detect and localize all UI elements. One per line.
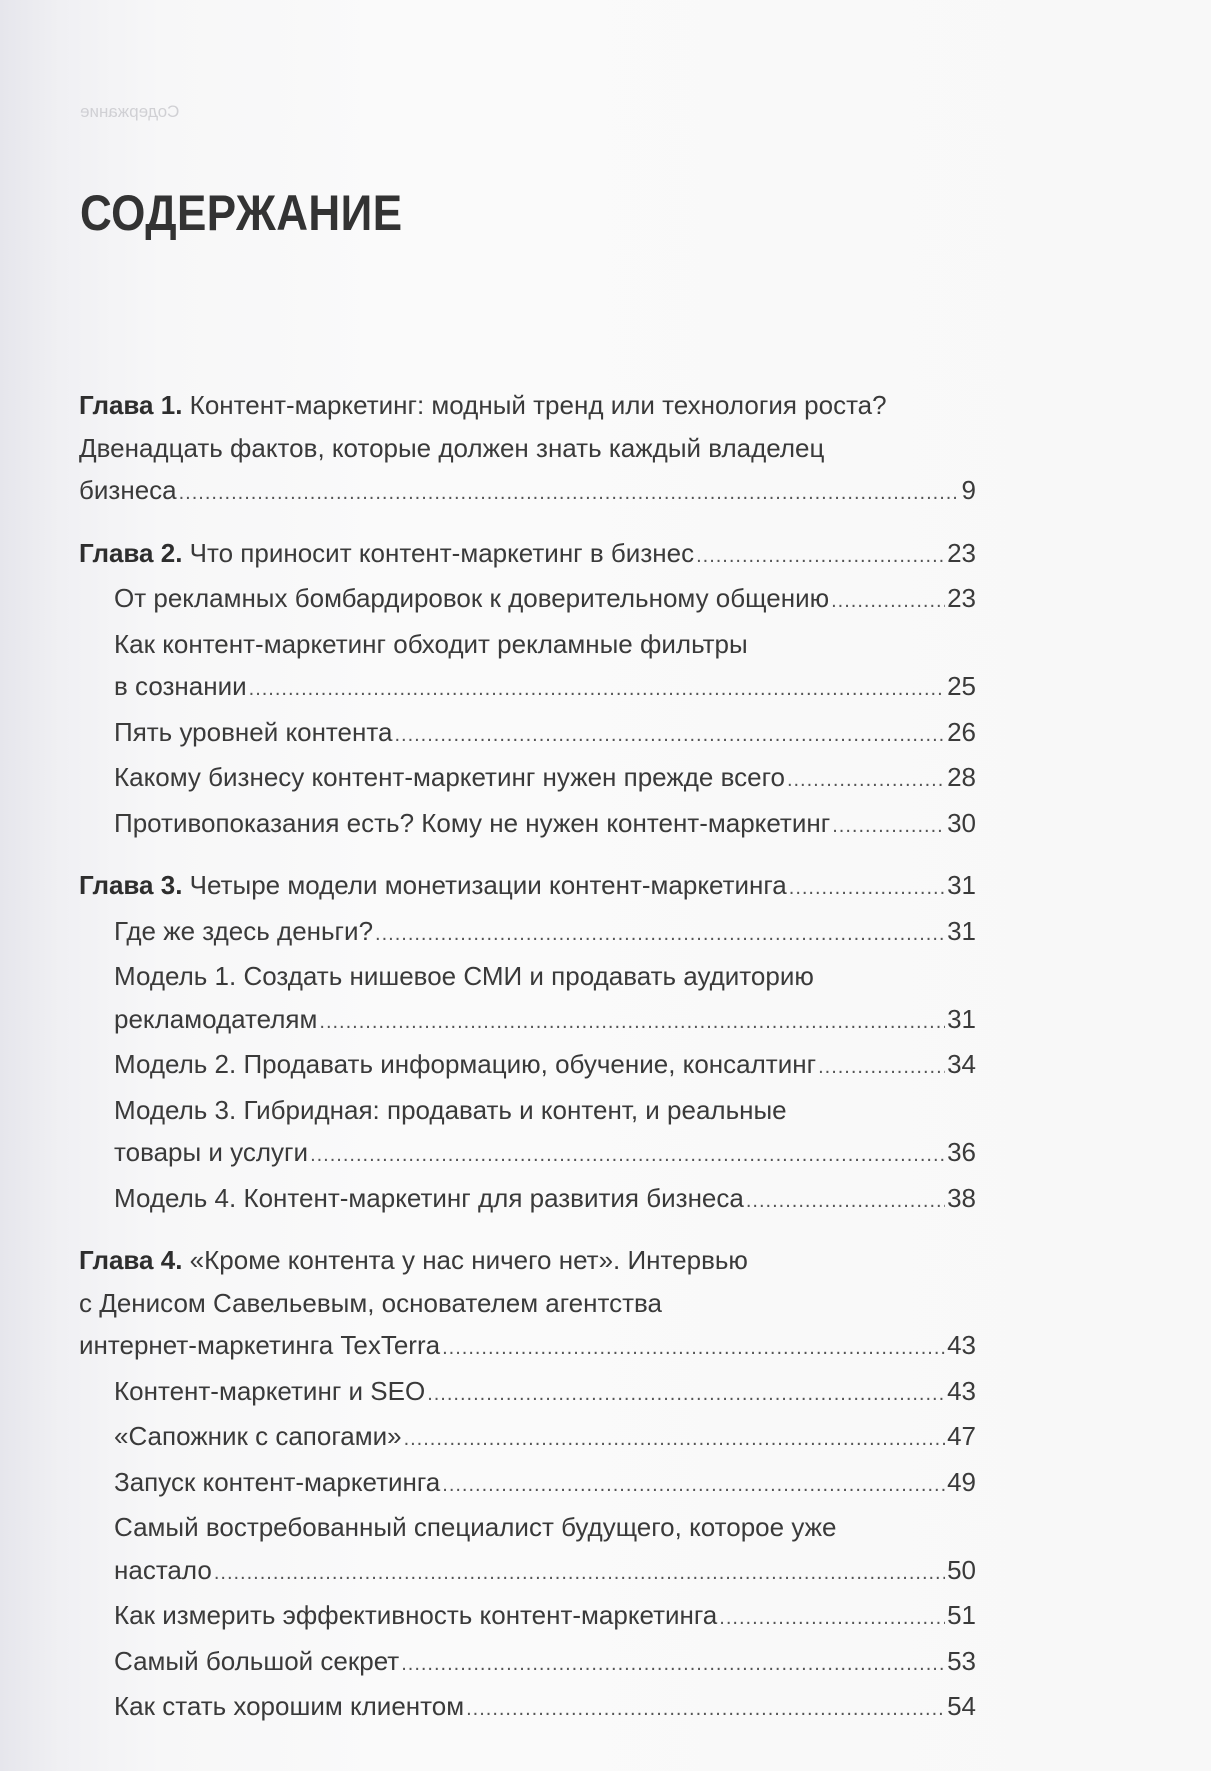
toc-entry[interactable] (79, 1177, 976, 1223)
page-number: 53 (947, 1645, 976, 1676)
page-number: 43 (947, 1330, 976, 1360)
page-number: 31 (947, 1003, 976, 1034)
toc-entry-title: Самый большой секрет (114, 1645, 400, 1676)
toc-entry-line: Модель 3. Гибридная: продавать и контент, и реальные (114, 1094, 787, 1125)
toc-entry-title: настало (114, 1554, 212, 1585)
toc-entry[interactable] (79, 1640, 976, 1686)
toc-entry[interactable] (79, 998, 976, 1044)
toc-entry-line: Как контент-маркетинг обходит рекламные фильтры (114, 628, 748, 659)
toc-entry-line: Двенадцать фактов, которые должен знать каждый владелец (79, 432, 825, 463)
dot-leader (442, 1461, 945, 1507)
table-of-contents (79, 384, 976, 1748)
chapter-label: Глава 3. (79, 870, 183, 900)
toc-entry[interactable] (79, 711, 976, 757)
dot-leader (787, 756, 945, 802)
toc-entry-title: Как стать хорошим клиентом (114, 1691, 465, 1721)
toc-entry-title: Модель 4. Контент-маркетинг для развития бизнеса (114, 1182, 744, 1213)
dot-leader (818, 1043, 945, 1089)
dot-leader (746, 1177, 945, 1223)
chapter-label: Глава 2. (79, 537, 183, 568)
toc-entry-title: Какому бизнесу контент-маркетинг нужен прежде всего (114, 762, 785, 792)
dot-leader (427, 1370, 945, 1416)
dot-leader (310, 1131, 945, 1177)
page-number: 31 (947, 915, 976, 946)
page-number: 28 (947, 762, 976, 792)
dot-leader (214, 1549, 945, 1595)
toc-entry[interactable] (79, 910, 976, 956)
dot-leader (832, 802, 945, 848)
toc-entry[interactable] (79, 864, 976, 910)
toc-entry-title: «Сапожник с сапогами» (114, 1421, 402, 1451)
toc-entry-title: Противопоказания есть? Кому не нужен контент-маркетинг (114, 807, 831, 838)
toc-entry-line: Модель 1. Создать нишевое СМИ и продавать аудиторию (114, 961, 814, 991)
dot-leader (375, 910, 945, 956)
toc-entry[interactable] (79, 1549, 976, 1595)
toc-entry-title: Запуск контент-маркетинга (114, 1466, 441, 1497)
page-number: 9 (961, 475, 976, 505)
page-title: СОДЕРЖАНИЕ (80, 185, 403, 241)
page-number: 23 (947, 537, 976, 568)
toc-entry-title: интернет-маркетинга TexTerra (79, 1330, 441, 1360)
page-number: 38 (947, 1182, 976, 1213)
toc-entry[interactable] (79, 1415, 976, 1461)
chapter-title: Четыре модели монетизации контент-маркетинга (189, 870, 787, 900)
toc-entry-title: товары и услуги (114, 1137, 309, 1167)
toc-entry[interactable] (79, 1685, 976, 1731)
page-number: 49 (947, 1466, 976, 1497)
page-number: 54 (947, 1691, 976, 1721)
toc-entry-title: Модель 2. Продавать информацию, обучение, консалтинг (114, 1049, 817, 1079)
toc-entry[interactable] (79, 469, 976, 515)
page-number: 34 (947, 1049, 976, 1079)
toc-entry-line (79, 1239, 976, 1282)
page-number: 30 (947, 807, 976, 838)
chapter-title: «Кроме контента у нас ничего нет». Интервью (189, 1245, 748, 1275)
running-head: Содержание (80, 102, 180, 121)
toc-entry-line: Самый востребованный специалист будущего, которое уже (114, 1512, 837, 1542)
toc-entry-title: Где же здесь деньги? (114, 915, 374, 946)
page-number: 36 (947, 1137, 976, 1167)
dot-leader (404, 1415, 946, 1461)
page-number: 25 (947, 671, 976, 701)
toc-entry-title: рекламодателям (114, 1003, 318, 1034)
toc-entry-line (79, 384, 976, 427)
page-number: 51 (947, 1600, 976, 1630)
page-number: 43 (947, 1375, 976, 1406)
dot-leader (401, 1640, 945, 1686)
toc-entry-title: От рекламных бомбардировок к доверительному общению (114, 583, 830, 613)
chapter-title: Контент-маркетинг: модный тренд или технология роста? (189, 390, 887, 420)
toc-chapter-1 (79, 384, 976, 515)
toc-entry[interactable] (79, 532, 976, 578)
page-number: 26 (947, 716, 976, 747)
toc-entry-title: Как измерить эффективность контент-маркетинга (114, 1600, 718, 1630)
toc-entry[interactable] (79, 1043, 976, 1089)
chapter-label: Глава 1. (79, 390, 183, 420)
toc-chapter-3 (79, 864, 976, 1222)
toc-entry-title: Пять уровней контента (114, 716, 393, 747)
dot-leader (442, 1324, 945, 1370)
page-number: 31 (947, 870, 976, 900)
page-number: 47 (947, 1421, 976, 1451)
chapter-label: Глава 4. (79, 1245, 183, 1275)
toc-entry[interactable] (79, 756, 976, 802)
toc-entry[interactable] (79, 577, 976, 623)
page-number: 23 (947, 583, 976, 613)
dot-leader (789, 864, 945, 910)
toc-entry[interactable] (79, 1370, 976, 1416)
dot-leader (319, 998, 945, 1044)
dot-leader (249, 665, 945, 711)
dot-leader (179, 469, 960, 515)
toc-entry-title: Контент-маркетинг и SEO (114, 1375, 426, 1406)
toc-chapter-4 (79, 1239, 976, 1731)
toc-entry[interactable] (79, 1131, 976, 1177)
toc-entry[interactable] (79, 802, 976, 848)
dot-leader (466, 1685, 945, 1731)
toc-entry[interactable] (79, 1594, 976, 1640)
toc-entry[interactable] (79, 1324, 976, 1370)
dot-leader (394, 711, 945, 757)
toc-entry-title: в сознании (114, 671, 247, 701)
toc-entry[interactable] (79, 665, 976, 711)
toc-entry[interactable] (79, 1461, 976, 1507)
toc-entry-line: с Денисом Савельевым, основателем агентства (79, 1287, 662, 1318)
toc-entry-title: бизнеса (79, 475, 177, 505)
dot-leader (719, 1594, 945, 1640)
chapter-title: Что приносит контент-маркетинг в бизнес (189, 537, 695, 568)
toc-chapter-2 (79, 532, 976, 848)
dot-leader (696, 532, 945, 578)
page-number: 50 (947, 1554, 976, 1585)
dot-leader (831, 577, 945, 623)
